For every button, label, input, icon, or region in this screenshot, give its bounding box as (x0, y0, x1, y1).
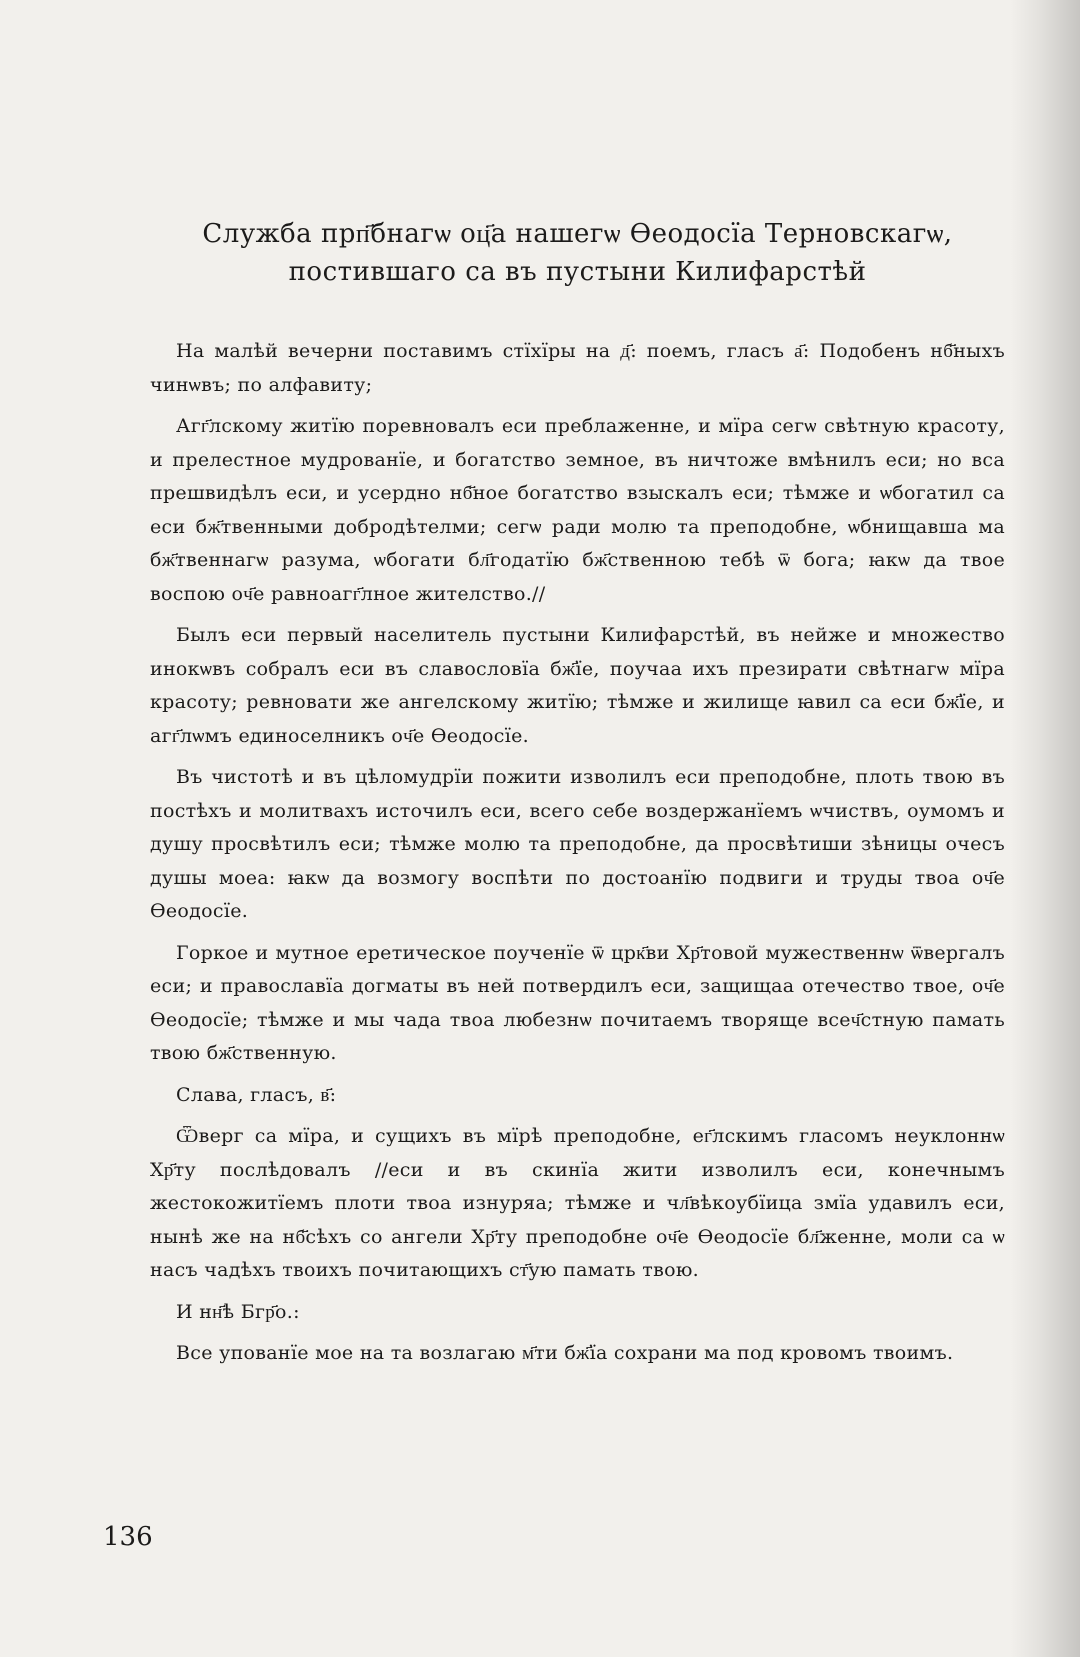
paragraph-stichera-1: Агг҃лскому житїю поревновалъ еси преблаженне, и мїра сегѡ свѣтную красоту, и прелестное мудрованїе, и богатство земное, въ ничтоже вмѣнилъ еси; но вса прешвидѣлъ еси, и усердно нб҃ное богатство взыскалъ еси; тѣмже и ѡбогатил са еси бж҃твенными добродѣтелми; сегѡ ради молю та преподобне, ѡбнищавша ма бж҃твеннагѡ разума, ѡбогати бл҃годатїю бж҃ственною тебѣ ѿ бога; ꙗкѡ да твое воспою оч҃е равноагг҃лное жителство.// (150, 415, 1005, 605)
page-number: 136 (103, 1522, 153, 1552)
paragraph-glory-heading: Слава, гласъ, в҃: (176, 1083, 337, 1106)
paragraph-stichera-3: Въ чистотѣ и въ цѣломудрїи пожити изволилъ еси преподобне, плоть твою въ постѣхъ и молитвахъ источилъ еси, всего себе воздержанїемъ ѡчиствъ, оумомъ и душу просвѣтилъ еси; тѣмже молю та преподобне, да просвѣтиши зѣницы очесъ душы моеа: ꙗкѡ да возмогу воспѣти по достоанїю подвиги и труды твоа оч҃е Ѳеодосїе. (150, 766, 1005, 922)
paragraph-glory-text: Ѿверг са мїра, и сущихъ въ мїрѣ преподобне, ег҃лскимъ гласомъ неуклоннѡ Хр҃ту послѣдовалъ //еси и въ скинїа жити изволилъ еси, конечнымъ жестокожитїемъ плоти твоа изнуряа; тѣмже и чл҃вѣкоубїица змїа удавилъ еси, нынѣ же на нб҃сѣхъ со ангели Хр҃ту преподобне оч҃е Ѳеодосїе бл҃женне, моли са ѡ насъ чадѣхъ твоихъ почитающихъ ст҃ую памать твою. (150, 1125, 1005, 1281)
paragraph-stichera-2: Былъ еси первый населитель пустыни Килифарстѣй, въ нейже и множество инокѡвъ собралъ еси въ славословїа бж҃їе, поучаа ихъ презирати свѣтнагѡ мїра красоту; ревновати же ангелскому житїю; тѣмже и жилище ꙗвил са еси бж҃їе, и агг҃лѡмъ единоселникъ оч҃е Ѳеодосїе. (150, 624, 1005, 747)
paragraph-now-heading: И нн҃ѣ Бгр҃о.: (176, 1300, 300, 1323)
title-line-1: Служба прп҃бнагѡ оц҃а нашегѡ Ѳеодосїа Терновскагѡ, (202, 219, 953, 249)
paragraph-theotokion: Все упованїе мое на та возлагаю м҃ти бж҃їа сохрани ма под кровомъ твоимъ. (176, 1342, 954, 1364)
page-shadow (1010, 0, 1080, 1657)
page-title (150, 215, 1005, 291)
document-body (150, 215, 1005, 1379)
title-line-2: постившаго са въ пустыни Килифарстѣй (288, 257, 867, 287)
paragraph-stichera-4: Горкое и мутное еретическое поученїе ѿ црк҃ви Хр҃товой мужественнѡ ѿвергалъ еси; и православїа догматы въ ней потвердилъ еси, защищаа отечество твое, оч҃е Ѳеодосїе; тѣмже и мы чада твоа любезнѡ почитаемъ творяще всеч҃стную памать твою бж҃ственную. (150, 941, 1005, 1064)
paragraph-intro: На малѣй вечерни поставимъ стїхїры на д҃: поемъ, гласъ а҃: Подобенъ нб҃ныхъ чинѡвъ; по алфавиту; (150, 340, 1005, 396)
